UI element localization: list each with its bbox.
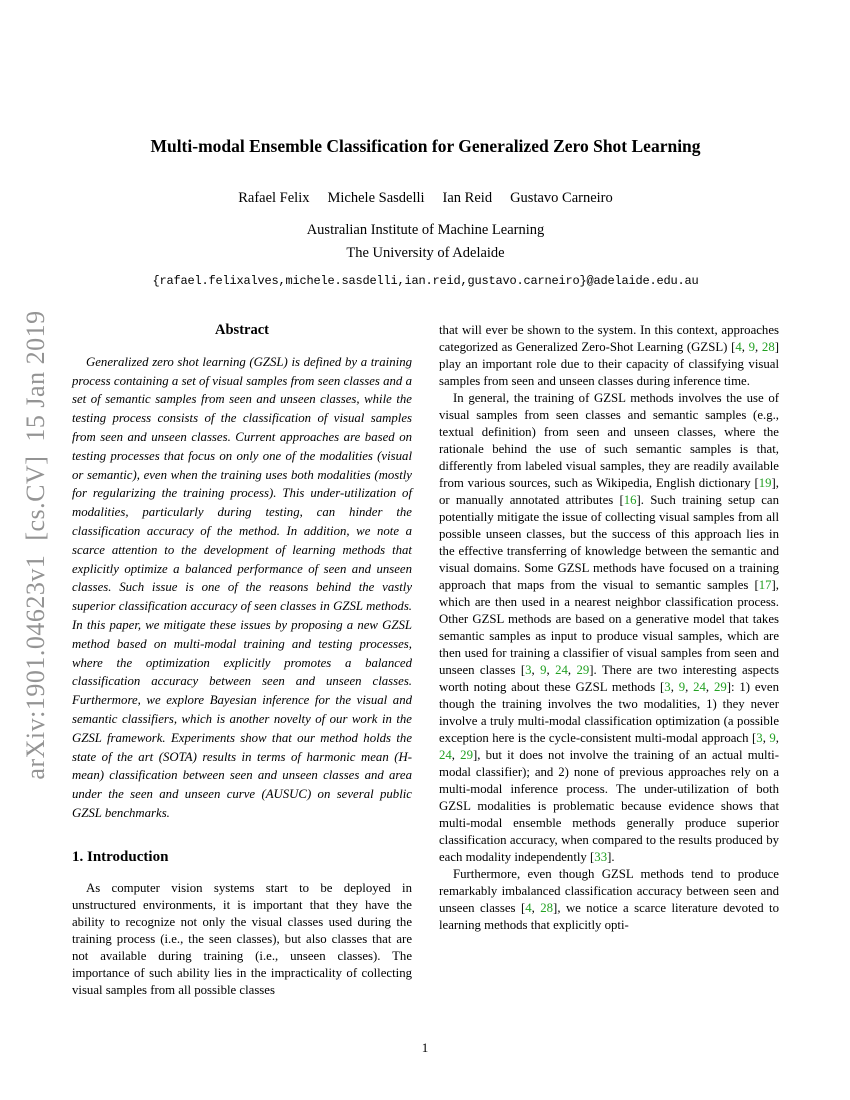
citation-link[interactable]: 9 (748, 339, 756, 354)
citation-link[interactable]: 3 (664, 679, 671, 694)
citation-link[interactable]: 9 (769, 730, 776, 745)
abstract-text: Generalized zero shot learning (GZSL) is defined by a training process containing a set of visual samples from seen classes and a set of semantic samples from seen and unseen classes, while the testing process consists of the classification of visual samples from seen and unseen classes. Current approaches are based on testing processes that focus on only one of the modalities (visual or semantic), even when the training uses both modalities (mostly for regularizing the training process). This under-utilization of modalities, particularly during testing, can hinder the classification accuracy of the method. In addition, we note a scarce attention to the development of learning methods that explicitly optimize a balanced performance of seen and unseen classes. Such issue is one of the reasons behind the vastly superior classification accuracy of seen classes in GZSL methods. In this paper, we mitigate these issues by proposing a new GZSL method based on multi-modal training and testing processes, where the optimization explicitly promotes a balanced classification accuracy between seen and unseen classes. Furthermore, we explore Bayesian inference for the visual and semantic classifiers, which is another novelty of our work in the GZSL framework. Experiments show that our method holds the state of the art (SOTA) results in terms of harmonic mean (H-mean) classification between seen and unseen classes and area under the seen and unseen curve (AUSUC) on several public GZSL benchmarks. (72, 354, 412, 820)
citation-link[interactable]: 9 (678, 679, 686, 694)
body-paragraph: Furthermore, even though GZSL methods tend to produce remarkably imbalanced classification accuracy between seen and unseen classes [4, 28], we notice a scarce literature devoted to learning methods that explicitly opti- (439, 866, 779, 932)
page-content (72, 0, 779, 999)
left-column (72, 322, 412, 999)
intro-paragraph: As computer vision systems start to be deployed in unstructured environments, it is important that they have the ability to recognize not only the visual classes used during the training process (i.e., the seen classes), but also classes that are not available during training (i.e., unseen classes). The importance of such ability lies in the impracticality of collecting visual samples from all possible classes (72, 880, 412, 997)
abstract-heading: Abstract (215, 321, 269, 338)
body-paragraph: that will ever be shown to the system. In this context, approaches categorized as Generalized Zero-Shot Learning (GZSL) [4, 9, 28] play an important role due to their capacity of classifying visual samples from seen and unseen classes during inference time. (439, 322, 779, 388)
affiliation-line-1: Australian Institute of Machine Learning (306, 221, 545, 238)
citation-link[interactable]: 16 (623, 492, 637, 507)
body-paragraph: In general, the training of GZSL methods involves the use of visual samples from seen classes and semantic samples (e.g., textual definition) from seen and unseen classes, where the rationale behind the use of such semantic samples is that, differently from labeled visual samples, they are readily available from various sources, such as Wikipedia, English dictionary [19], or manually annotated attributes [16]. Such training setup can potentially mitigate the issue of collecting visual samples from all possible unseen classes, but the success of this approach lies in the effective transferring of knowledge between the semantic and visual domains. Some GZSL methods have focused on a training approach that maps from the visual to semantic samples [17], which are then used in a nearest neighbor classification process. Other GZSL methods are based on a generative model that takes semantic samples as input to produce visual samples, which are then used for training a classifier of visual samples from seen and unseen classes [3, 9, 24, 29]. There are two interesting aspects worth noting about these GZSL methods [3, 9, 24, 29]: 1) even though the training involves the two modalities, 1) they never involve a truly multi-modal classification optimization (a possible exception here is the cycle-consistent multi-modal approach [3, 9, 24, 29], but it does not involve the training of an actual multi-modal classifier); and 2) none of previous approaches rely on a multi-modal inference process. The under-utilization of both GZSL modalities is problematic because evidence shows that multi-modal ensemble methods generally produce superior classification accuracy, when compared to the results produced by each modality independently [33]. (439, 390, 779, 864)
citation-link[interactable]: 29 (713, 679, 727, 694)
citation-link[interactable]: 4 (525, 900, 532, 915)
citation-link[interactable]: 28 (761, 339, 775, 354)
author-list (72, 190, 779, 207)
author-name: Michele Sasdelli (327, 189, 425, 206)
citation-link[interactable]: 28 (540, 900, 554, 915)
page-number: 1 (421, 1040, 429, 1055)
author-name: Rafael Felix (238, 189, 310, 206)
citation-link[interactable]: 29 (460, 747, 473, 762)
citation-link[interactable]: 9 (540, 662, 547, 677)
citation-link[interactable]: 4 (735, 339, 742, 354)
right-column (439, 322, 779, 999)
arxiv-watermark: arXiv:1901.04623v1 [cs.CV] 15 Jan 2019 (21, 310, 50, 780)
section-heading-introduction: 1. Introduction (72, 848, 169, 865)
citation-link[interactable]: 24 (555, 662, 568, 677)
citation-link[interactable]: 24 (439, 747, 452, 762)
author-emails: {rafael.felixalves,michele.sasdelli,ian.reid,gustavo.carneiro}@adelaide.edu.au (152, 273, 699, 288)
citation-link[interactable]: 3 (756, 730, 763, 745)
citation-link[interactable]: 29 (576, 662, 590, 677)
citation-link[interactable]: 3 (525, 662, 532, 677)
citation-link[interactable]: 33 (594, 849, 608, 864)
affiliation-line-2: The University of Adelaide (346, 244, 505, 261)
two-column-body (72, 322, 779, 999)
citation-link[interactable]: 24 (693, 679, 706, 694)
citation-link[interactable]: 19 (758, 475, 772, 490)
author-name: Ian Reid (442, 189, 493, 206)
citation-link[interactable]: 17 (758, 577, 772, 592)
author-name: Gustavo Carneiro (510, 189, 613, 206)
paper-title: Multi-modal Ensemble Classification for Generalized Zero Shot Learning (150, 136, 701, 156)
